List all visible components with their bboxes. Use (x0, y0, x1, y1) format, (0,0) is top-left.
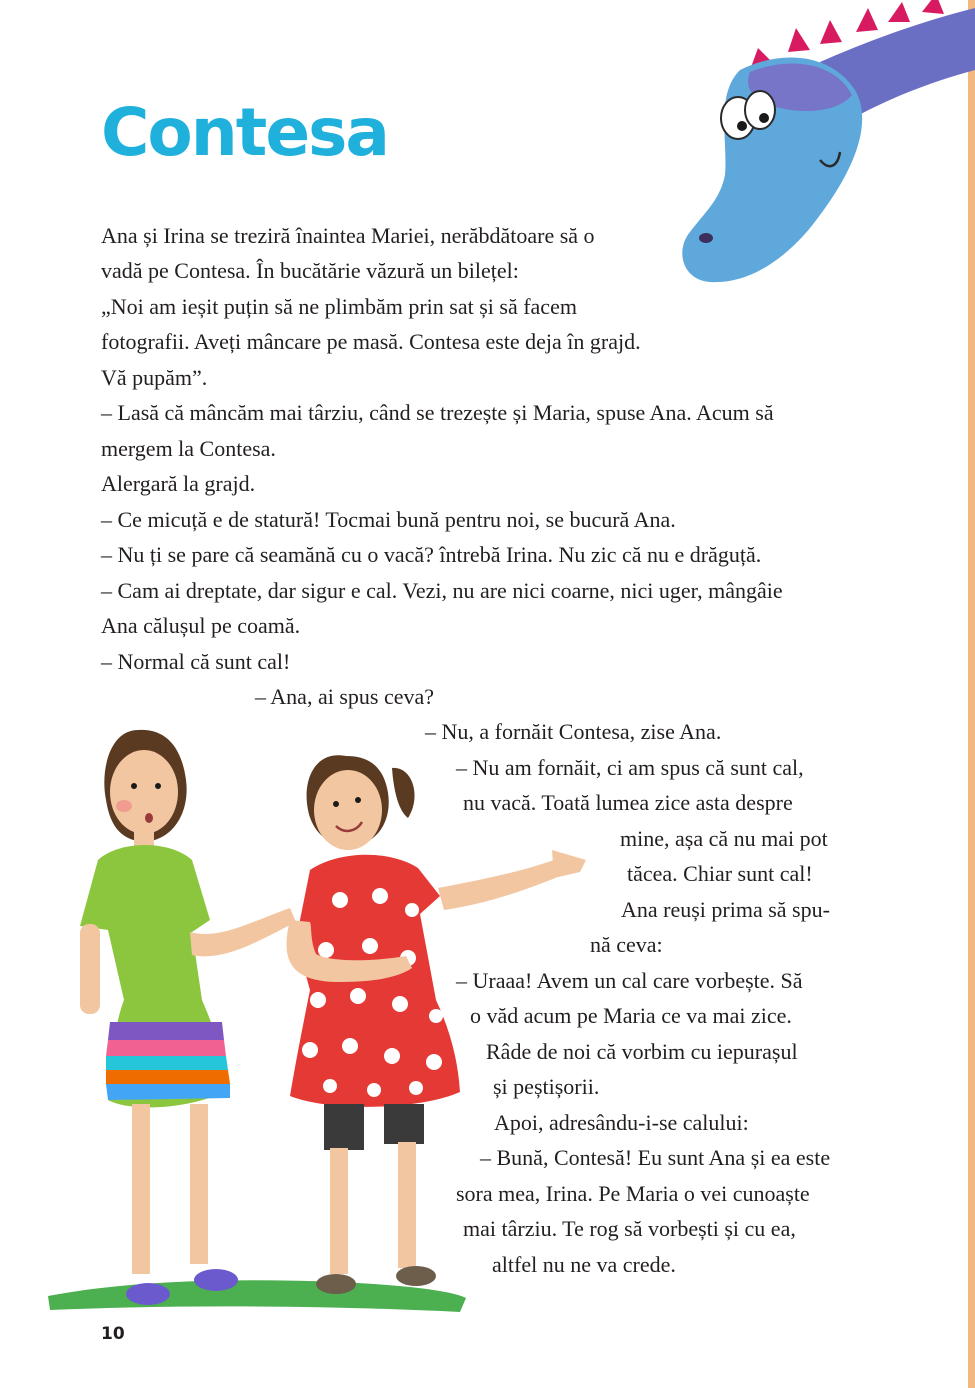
text-line: Râde de noi că vorbim cu iepurașul (486, 1039, 798, 1064)
text-line: mine, așa că nu mai pot (620, 826, 828, 851)
text-line: – Cam ai dreptate, dar sigur e cal. Vezi, nu are nici coarne, nici uger, mângâie (101, 578, 783, 603)
girl1-shoe (194, 1269, 238, 1291)
girl1-mouth (145, 813, 153, 823)
girl2-shoe (396, 1266, 436, 1286)
girl2-shorts (384, 1104, 424, 1144)
dress-stripe (108, 1022, 224, 1040)
dress-stripe (106, 1084, 230, 1100)
text-line: – Nu, a fornăit Contesa, zise Ana. (425, 719, 722, 744)
girl2-leg (398, 1142, 416, 1268)
text-line: – Lasă că mâncăm mai târziu, când se trezește și Maria, spuse Ana. Acum să (101, 400, 774, 425)
girl1-leg (190, 1104, 208, 1264)
text-line: – Ana, ai spus ceva? (255, 684, 434, 709)
text-line: Alergară la grajd. (101, 471, 256, 496)
text-line: și peștișorii. (493, 1074, 600, 1099)
girl2-hand (552, 850, 586, 878)
dragon-pupil (737, 121, 747, 131)
girl1-eye (131, 783, 137, 789)
girl2-shorts (324, 1104, 364, 1150)
dragon-spike (922, 0, 944, 14)
text-line: Ana și Irina se treziră înaintea Mariei, nerăbdătoare să o (101, 223, 595, 248)
text-line: – Uraaa! Avem un cal care vorbește. Să (456, 968, 803, 993)
girl-irina (80, 730, 296, 1305)
dress-stripe (106, 1056, 228, 1070)
girl2-ponytail (392, 768, 415, 818)
girl1-shoe (126, 1283, 170, 1305)
dragon-head-illustration (670, 0, 975, 290)
text-line: fotografii. Aveți mâncare pe masă. Contesa este deja în grajd. (101, 329, 641, 354)
page-title: Contesa (101, 94, 388, 171)
text-line: sora mea, Irina. Pe Maria o vei cunoaște (456, 1181, 810, 1206)
text-line: Vă pupăm”. (101, 365, 208, 390)
text-line: – Nu ți se pare că seamănă cu o vacă? întrebă Irina. Nu zic că nu e drăguță. (101, 542, 762, 567)
grass (48, 1280, 466, 1312)
dragon-eye-right (745, 91, 775, 129)
page-number: 10 (101, 1324, 125, 1344)
girl1-leg (132, 1104, 150, 1274)
dragon-spike (820, 20, 842, 44)
text-line: nu vacă. Toată lumea zice asta despre (463, 790, 793, 815)
girl2-face (314, 770, 382, 850)
text-line: vadă pe Contesa. În bucătărie văzură un bilețel: (101, 258, 519, 283)
girl2-eye (355, 797, 361, 803)
dragon-pupil (759, 113, 769, 123)
girl1-cheek (116, 800, 132, 812)
text-line: – Nu am fornăit, ci am spus că sunt cal, (456, 755, 804, 780)
girl2-leg (330, 1148, 348, 1274)
text-line: altfel nu ne va crede. (492, 1252, 676, 1277)
text-line: o văd acum pe Maria ce va mai zice. (470, 1003, 792, 1028)
dragon-spike (888, 2, 910, 22)
text-line: mergem la Contesa. (101, 436, 276, 461)
text-line: Ana călușul pe coamă. (101, 613, 301, 638)
text-line: mai târziu. Te rog să vorbești și cu ea, (463, 1216, 796, 1241)
text-line: Ana reuși prima să spu- (621, 897, 830, 922)
dragon-spike (856, 8, 878, 32)
dress-stripe (106, 1070, 230, 1084)
dragon-spike (788, 28, 810, 52)
text-line: nă ceva: (590, 932, 663, 957)
text-line: tăcea. Chiar sunt cal! (627, 861, 813, 886)
text-line: – Ce micuță e de statură! Tocmai bună pentru noi, se bucură Ana. (101, 507, 676, 532)
dragon-nostril (699, 233, 713, 243)
text-line: „Noi am ieșit puțin să ne plimbăm prin sat și să facem (101, 294, 577, 319)
text-line: – Normal că sunt cal! (101, 649, 291, 674)
girl2-eye (333, 801, 339, 807)
text-line: Apoi, adresându-i-se calului: (494, 1110, 749, 1135)
girl1-eye (155, 783, 161, 789)
dress-stripe (106, 1040, 226, 1056)
text-line: – Bună, Contesă! Eu sunt Ana și ea este (480, 1145, 831, 1170)
girl1-face (110, 750, 178, 834)
girl2-shoe (316, 1274, 356, 1294)
girl2-arm-pointing (438, 860, 560, 910)
girl1-arm (80, 924, 100, 1014)
